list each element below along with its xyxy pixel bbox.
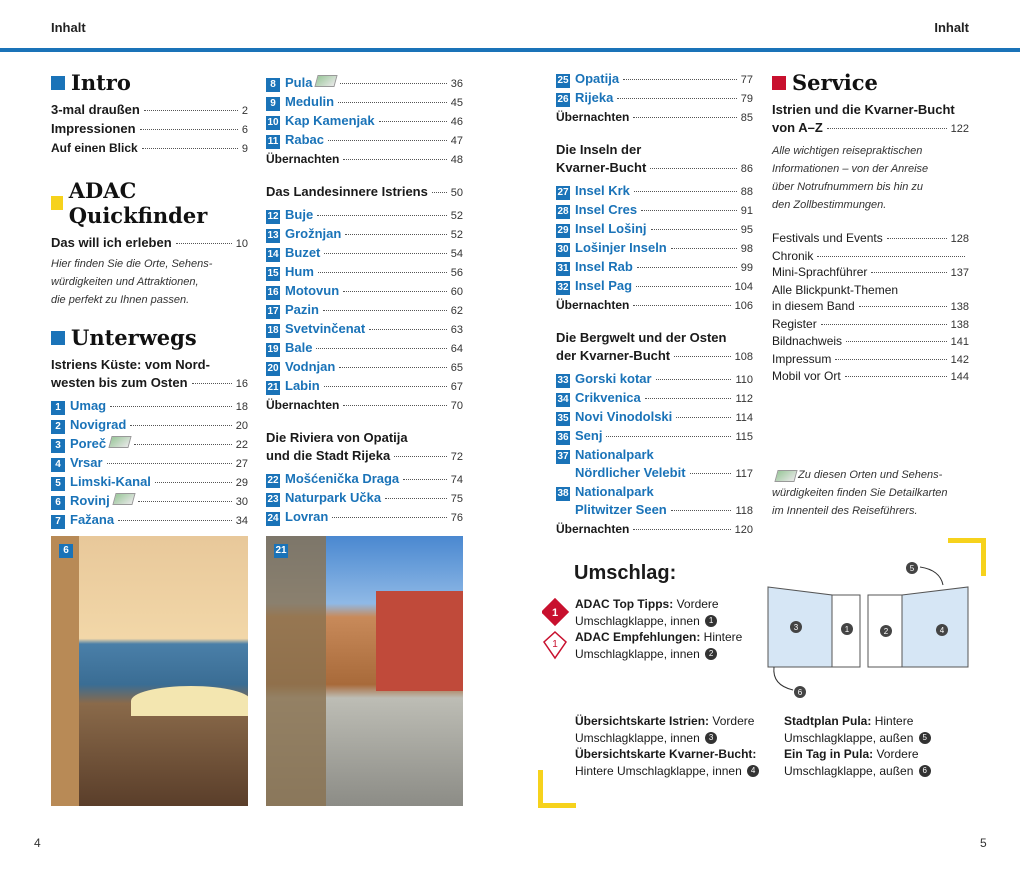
svg-text:1: 1 xyxy=(552,639,558,650)
column-1: Intro 3-mal draußen 2 Impressionen 6 Auf einen Blick 9 ADAC Quickfinder Das will ich erleben 10 Hier finden Sie die Orte, Sehens- würdigkeiten und Attraktionen, die perfekt zu Ihnen passen. Unterwegs Istriens Küste: vom Nord- westen bis zum Osten 16 1 Umag 18 2 Novigrad 20 3 Poreč 22 4 Vrsar 27 5 Limski-Kanal 29 6 Rovinj 30 7 Fažana 34 xyxy=(51,70,248,530)
toc-entry[interactable]: Übernachten 70 xyxy=(266,398,463,412)
section-quickfinder: ADAC Quickfinder xyxy=(51,178,248,228)
toc-entry[interactable]: Übernachten 106 xyxy=(556,298,753,312)
toc-entry[interactable]: von A–Z 122 xyxy=(772,120,969,135)
toc-place[interactable]: 6 Rovinj 30 xyxy=(51,492,248,511)
toc-place[interactable]: 10 Kap Kamenjak 46 xyxy=(267,113,463,128)
toc-place[interactable]: 23 Naturpark Učka 75 xyxy=(267,490,463,505)
section-service: Service xyxy=(772,70,969,95)
toc-place[interactable]: 20 Vodnjan 65 xyxy=(267,359,463,374)
toc-place[interactable]: 26 Rijeka 79 xyxy=(557,90,753,105)
toc-entry[interactable]: der Kvarner-Bucht 108 xyxy=(556,348,753,363)
toc-entry[interactable]: und die Stadt Rijeka 72 xyxy=(266,448,463,463)
toc-place[interactable]: 36 Senj 115 xyxy=(557,428,753,443)
toc-place[interactable]: 19 Bale 64 xyxy=(267,340,463,355)
toc-place[interactable]: 28 Insel Cres 91 xyxy=(557,202,753,217)
cover-maps-left: Übersichtskarte Istrien: Vordere Umschlagklappe, innen 3 Übersichtskarte Kvarner-Bucht: Hintere Umschlagklappe, innen 4 xyxy=(575,713,759,779)
header-rule xyxy=(0,48,1020,52)
cover-tips: ADAC Top Tipps: Vordere Umschlagklappe, innen 1 ADAC Empfehlungen: Hintere Umschlagklappe, innen 2 xyxy=(575,597,743,661)
toc-entry[interactable]: Kvarner-Bucht 86 xyxy=(556,160,753,175)
toc-place[interactable]: 14 Buzet 54 xyxy=(267,245,463,260)
toc-entry[interactable]: Übernachten 85 xyxy=(556,110,753,124)
toc-place[interactable]: 4 Vrsar 27 xyxy=(51,454,248,473)
corner-bracket xyxy=(948,538,986,576)
toc-place[interactable]: 8 Pula 36 xyxy=(266,74,463,93)
toc-entry[interactable]: Impressum 142 xyxy=(772,351,969,366)
toc-entry[interactable]: Übernachten 120 xyxy=(556,522,753,536)
toc-entry[interactable]: Übernachten 48 xyxy=(266,152,463,166)
toc-place[interactable]: 15 Hum 56 xyxy=(267,264,463,279)
column-4: Service Istrien und die Kvarner-Bucht von A–Z 122 Alle wichtigen reisepraktischen Informationen – von der Anreise über Notrufnummern bis hin zu den Zollbestimmungen. Festivals und Events 128 Chronik Mini-Sprachführer 137 Alle Blickpunkt-Themen in diesem Band 138 Register 138 Bildnachweis 141 Impressum 142 Mobil vor Ort 144 Zu diesen Orten und Sehens- würdigkeiten finden Sie Detailkarten im Innenteil des Reiseführers. xyxy=(772,70,969,520)
toc-place[interactable]: 11 Rabac 47 xyxy=(267,132,463,147)
svg-text:4: 4 xyxy=(939,626,945,635)
header-right: Inhalt xyxy=(934,20,969,35)
section-unterwegs: Unterwegs xyxy=(51,325,248,350)
photo-rovinj xyxy=(51,536,248,806)
toc-place[interactable]: 24 Lovran 76 xyxy=(267,509,463,524)
toc-place[interactable]: 34 Crikvenica 112 xyxy=(557,390,753,405)
cover-diagram xyxy=(760,555,975,705)
toc-place[interactable]: 22 Mošćenička Draga 74 xyxy=(267,471,463,486)
toc-entry[interactable]: Mini-Sprachführer 137 xyxy=(772,265,969,279)
toc-place[interactable]: 13 Grožnjan 52 xyxy=(267,226,463,241)
toc-place[interactable]: 21 Labin 67 xyxy=(267,378,463,393)
toc-entry[interactable]: Chronik xyxy=(772,248,969,265)
toc-entry[interactable]: Mobil vor Ort 144 xyxy=(772,369,969,383)
toc-entry[interactable]: Das Landesinnere Istriens 50 xyxy=(266,184,463,199)
toc-place[interactable]: 3 Poreč 22 xyxy=(51,435,248,454)
svg-text:2: 2 xyxy=(883,627,889,636)
toc-entry[interactable]: Register 138 xyxy=(772,316,969,331)
cover-title: Umschlag: xyxy=(574,562,677,584)
toc-place[interactable]: 38 Nationalpark xyxy=(557,484,654,499)
toc-place[interactable]: 18 Svetvinčenat 63 xyxy=(267,321,463,336)
page-number-right: 5 xyxy=(980,836,987,850)
map-icon xyxy=(112,493,135,505)
toc-entry[interactable]: Impressionen 6 xyxy=(51,121,248,136)
section-intro: Intro xyxy=(51,70,248,95)
svg-text:1: 1 xyxy=(844,625,850,634)
map-icon xyxy=(315,75,338,87)
header-left: Inhalt xyxy=(51,20,86,35)
svg-text:6: 6 xyxy=(797,688,803,697)
toc-place[interactable]: 16 Motovun 60 xyxy=(267,283,463,298)
map-icon xyxy=(109,436,132,448)
toc-entry[interactable]: Alle Blickpunkt-Themen xyxy=(772,282,899,297)
tip-icons xyxy=(542,598,572,664)
column-3: 25 Opatija 77 26 Rijeka 79 Übernachten 85 Die Inseln der Kvarner-Bucht 86 27 Insel Krk 88 28 Insel Cres 91 29 Insel Lošinj 95 30 Lošinjer Inseln 98 31 Insel Rab 99 32 Insel Pag 104 Übernachten 106 Die Bergwelt und der Osten der Kvarner-Bucht 108 33 Gorski kotar 110 34 Crikvenica 112 35 Novi Vinodolski 114 36 Senj 115 37 Nationalpark Nördlicher Velebit 117 38 Nationalpark Plitwitzer Seen 118 Übernachten 120 xyxy=(556,70,753,539)
photo-labin xyxy=(266,536,463,806)
toc-entry[interactable]: Das will ich erleben 10 xyxy=(51,235,248,250)
toc-place[interactable]: 9 Medulin 45 xyxy=(266,93,463,112)
toc-place[interactable]: 5 Limski-Kanal 29 xyxy=(51,473,248,492)
toc-place[interactable]: 29 Insel Lošinj 95 xyxy=(557,221,753,236)
toc-entry[interactable]: westen bis zum Osten 16 xyxy=(51,375,248,390)
cover-maps-right: Stadtplan Pula: Hintere Umschlagklappe, außen 5 Ein Tag in Pula: Vordere Umschlagklappe, außen 6 xyxy=(784,713,931,779)
toc-place[interactable]: 17 Pazin 62 xyxy=(267,302,463,317)
toc-place[interactable]: 32 Insel Pag 104 xyxy=(557,278,753,293)
svg-text:1: 1 xyxy=(551,607,559,619)
photo-badge: 21 xyxy=(275,545,287,556)
toc-place[interactable]: 2 Novigrad 20 xyxy=(51,416,248,435)
toc-place[interactable]: 1 Umag 18 xyxy=(51,397,248,416)
toc-entry[interactable]: Auf einen Blick 9 xyxy=(51,141,248,155)
toc-place[interactable]: 27 Insel Krk 88 xyxy=(557,183,753,198)
toc-place[interactable]: 30 Lošinjer Inseln 98 xyxy=(557,240,753,255)
toc-place[interactable]: 25 Opatija 77 xyxy=(557,71,753,86)
toc-entry[interactable]: 3-mal draußen 2 xyxy=(51,102,248,117)
corner-bracket xyxy=(538,770,576,808)
svg-text:3: 3 xyxy=(793,623,799,632)
toc-place[interactable]: 37 Nationalpark xyxy=(557,447,654,462)
toc-place[interactable]: 12 Buje 52 xyxy=(267,207,463,222)
svg-text:5: 5 xyxy=(909,564,915,573)
map-note: Zu diesen Orten und Sehens- würdigkeiten finden Sie Detailkarten im Innenteil des Reiseführers. xyxy=(772,468,948,517)
toc-place[interactable]: 31 Insel Rab 99 xyxy=(557,259,753,274)
page-number-left: 4 xyxy=(34,836,41,850)
toc-place[interactable]: 35 Novi Vinodolski 114 xyxy=(557,409,753,424)
toc-place[interactable]: Nördlicher Velebit 117 xyxy=(575,465,753,480)
photo-badge: 6 xyxy=(59,544,73,558)
toc-place[interactable]: 7 Fažana 34 xyxy=(51,511,248,530)
toc-entry[interactable]: Bildnachweis 141 xyxy=(772,334,969,348)
toc-place[interactable]: Plitwitzer Seen 118 xyxy=(575,502,753,517)
toc-entry[interactable]: Festivals und Events 128 xyxy=(772,231,969,245)
column-2: 8 Pula 36 9 Medulin 45 10 Kap Kamenjak 46 11 Rabac 47 Übernachten 48 Das Landesinnere Istriens 50 12 Buje 52 13 Grožnjan 52 14 Buzet 54 15 Hum 56 16 Motovun 60 17 Pazin 62 18 Svetvinčenat 63 19 Bale 64 20 Vodnjan 65 21 Labin 67 Übernachten 70 Die Riviera von Opatija und die Stadt Rijeka 72 22 Mošćenička Draga 74 23 Naturpark Učka 75 24 Lovran 76 xyxy=(266,74,463,527)
map-icon xyxy=(774,470,797,482)
toc-place[interactable]: 33 Gorski kotar 110 xyxy=(557,371,753,386)
toc-entry[interactable]: in diesem Band 138 xyxy=(772,299,969,313)
